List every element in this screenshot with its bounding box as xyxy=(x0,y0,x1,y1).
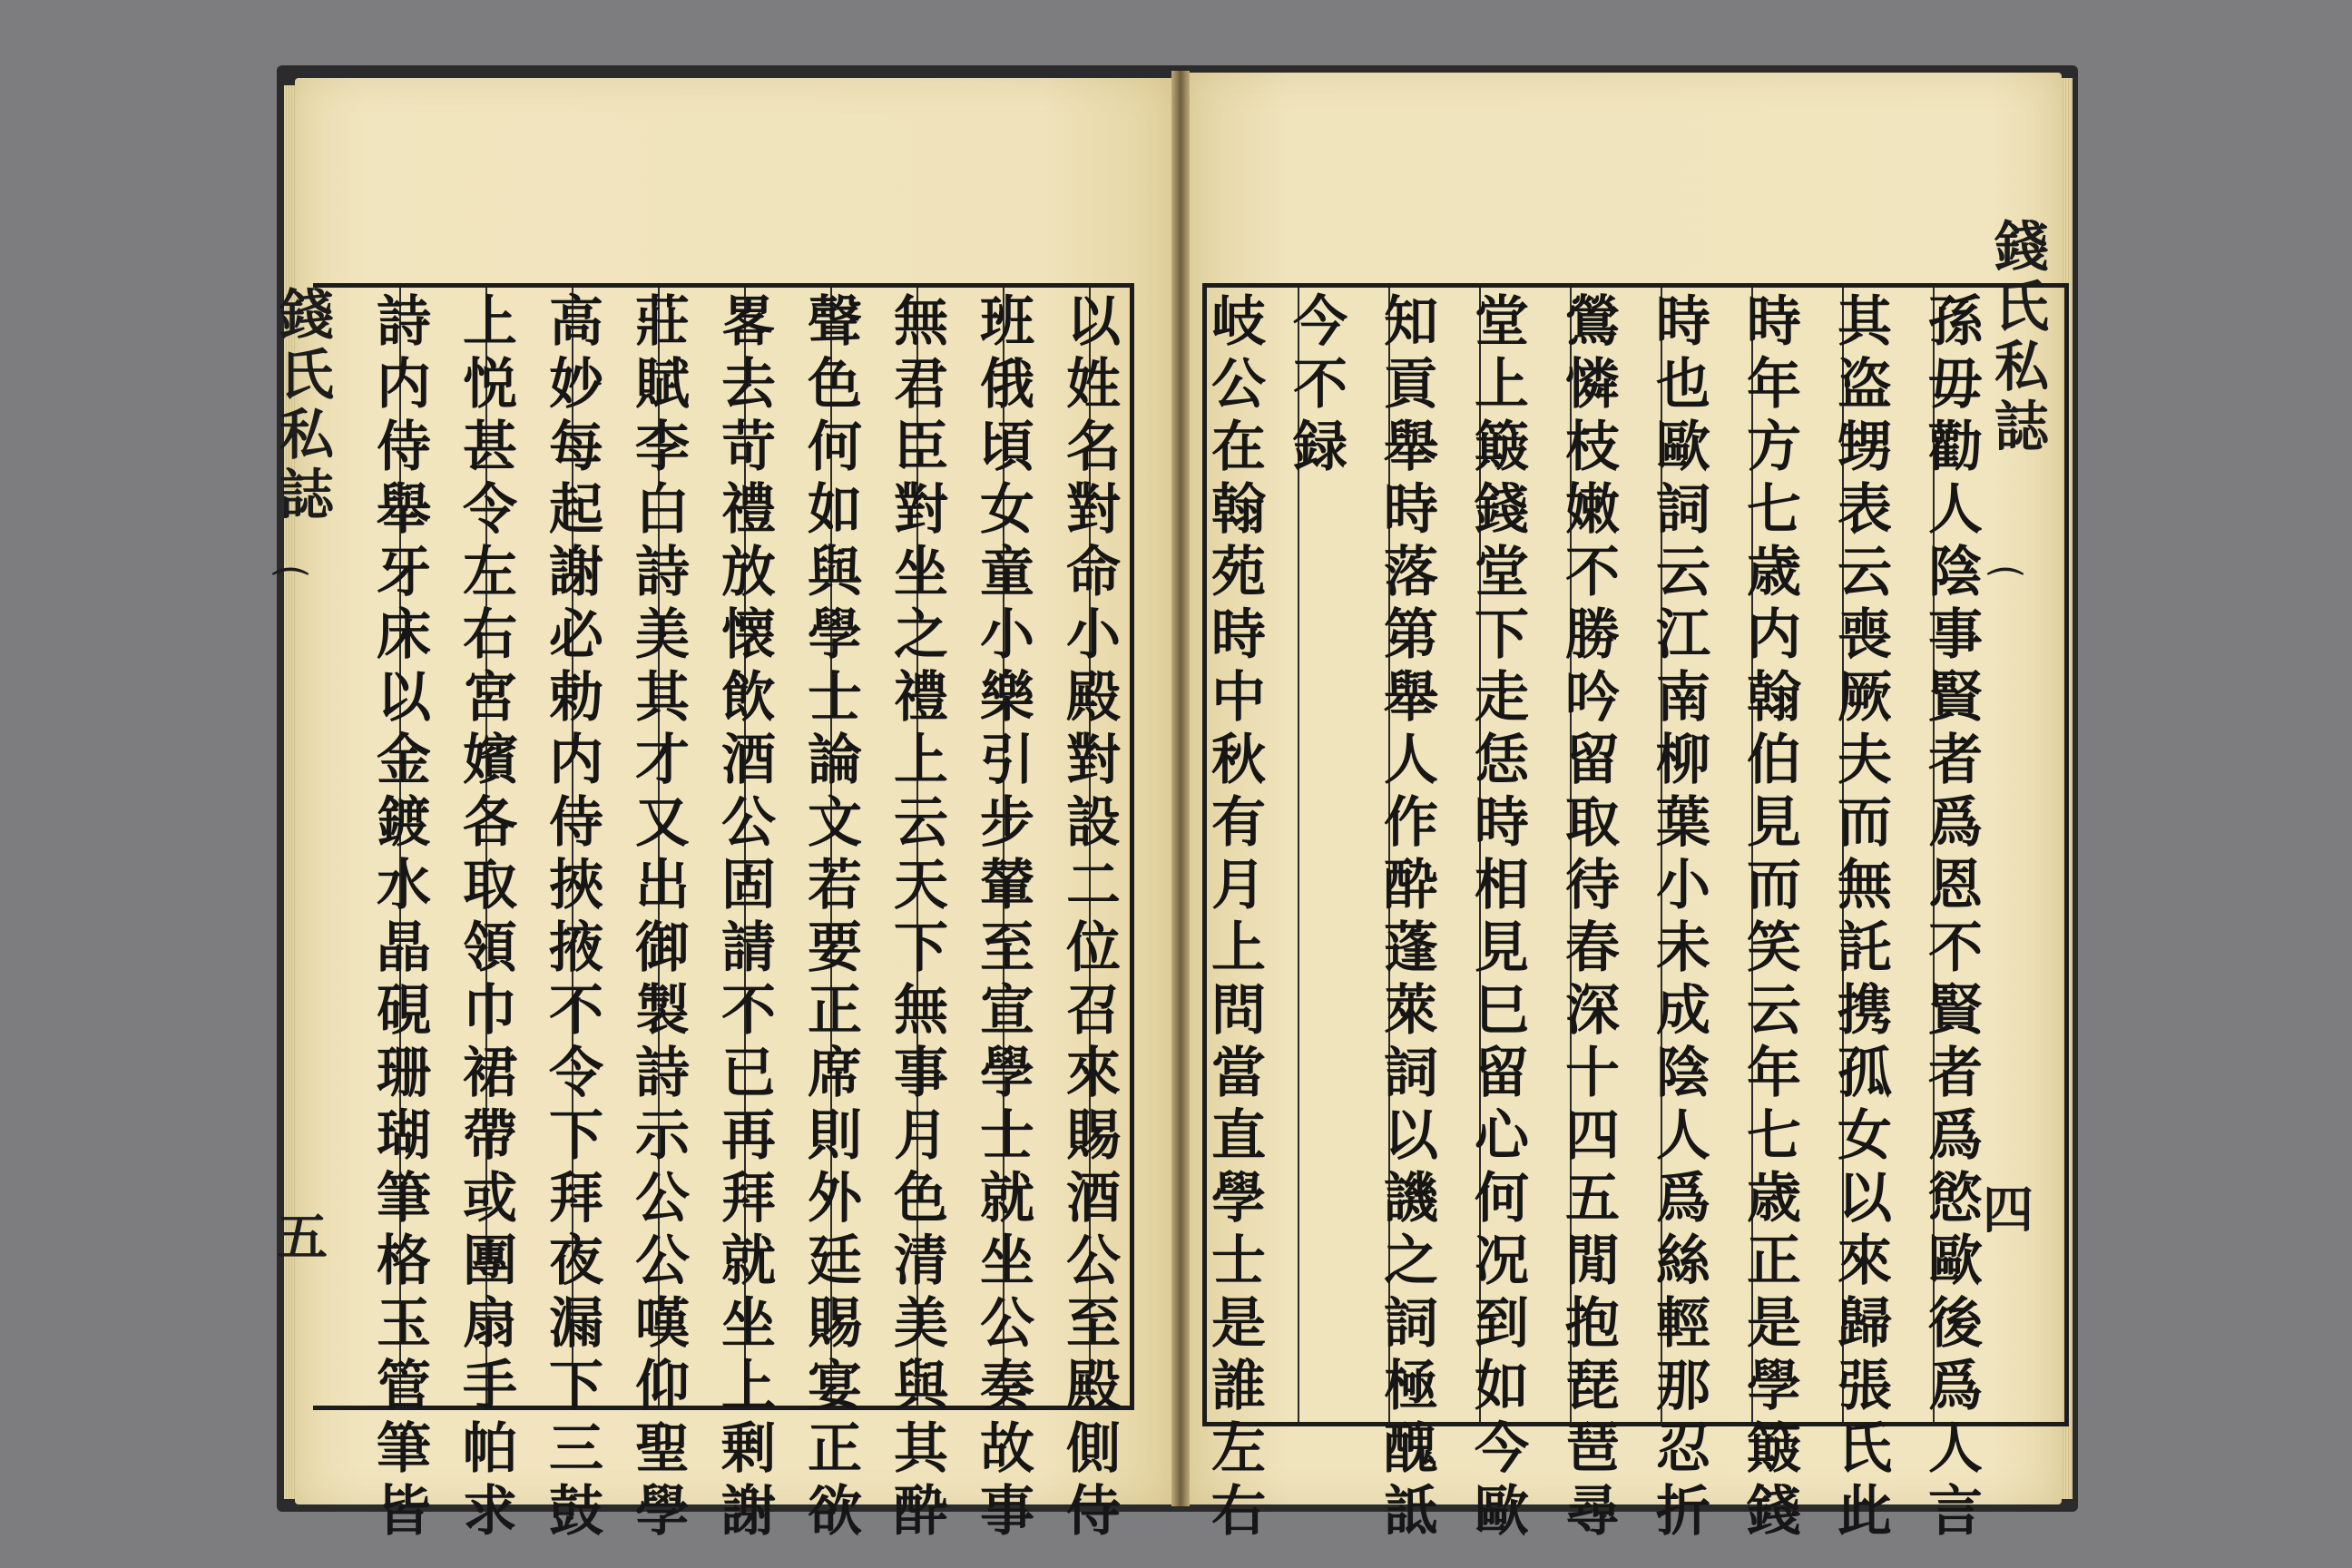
right-text-column-5: 鶯憐枝嫩不勝吟留取待春深十四五閒抱琵琶尋 xyxy=(1556,292,1620,1544)
book-gutter xyxy=(1171,71,1190,1506)
right-text-column-7: 知貢舉時落第舉人作酔蓬萊詞以譏之詞極醜詆 xyxy=(1375,292,1438,1544)
left-text-column-8: 上悦甚令左右宮嬪各取領巾裙帶或團扇手帕求 xyxy=(454,292,517,1544)
left-text-column-5: 畧去苛禮放懐飲酒公固請不已再拜就坐上剰謝 xyxy=(712,292,776,1544)
left-text-column-7: 高妙每起謝必勅内侍挾掖不令下拜夜漏下三鼓 xyxy=(540,292,603,1544)
right-text-column-4: 時也歐詞云江南柳葉小未成陰人爲絲輕那忍折 xyxy=(1647,292,1710,1544)
left-text-column-1: 以姓名對命小殿對設二位召來賜酒公至殿側侍 xyxy=(1057,292,1121,1544)
right-text-column-8: 今不録 xyxy=(1284,292,1348,480)
left-text-column-4: 聲色何如與學士論文若要正席則外廷賜宴正欲 xyxy=(799,292,862,1544)
right-text-column-3: 時年方七歳内翰伯見而笑云年七歳正是學簸錢 xyxy=(1738,292,1801,1544)
right-text-column-6: 堂上簸錢堂下走恁時相見巳留心何况到如今歐 xyxy=(1465,292,1529,1544)
left-text-column-3: 無君臣對坐之禮上云天下無事月色清美與其酔 xyxy=(885,292,948,1544)
left-folio: 五 xyxy=(277,1208,328,1268)
right-folio: 四 xyxy=(1983,1181,2034,1240)
right-text-column-2: 其盗甥表云喪厥夫而無託携孤女以來歸張氏此 xyxy=(1828,292,1892,1544)
left-text-column-6: 莊賦李白詩美其才又出御製詩示公公嘆仰聖學 xyxy=(626,292,690,1544)
right-text-column-1: 孫毋勸人陰事賢者爲恩不賢者爲慾歐後爲人言 xyxy=(1919,292,1983,1544)
fish-tail-mark: ⌒ xyxy=(1987,565,2024,608)
left-text-column-9: 詩内侍舉牙床以金鍍水晶硯珊瑚筆格玉管筆皆 xyxy=(368,292,431,1544)
fish-tail-mark: ⌒ xyxy=(272,565,309,608)
right-margin-title: 錢氏私誌 xyxy=(1985,218,2049,457)
left-margin-title: 錢氏私誌 xyxy=(270,286,334,525)
right-text-column-9: 岐公在翰苑時中秋有月上問當直學士是誰左右 xyxy=(1202,292,1266,1544)
left-text-column-2: 班俄頃女童小樂引步輦至宣學士就坐公奏故事 xyxy=(971,292,1034,1544)
